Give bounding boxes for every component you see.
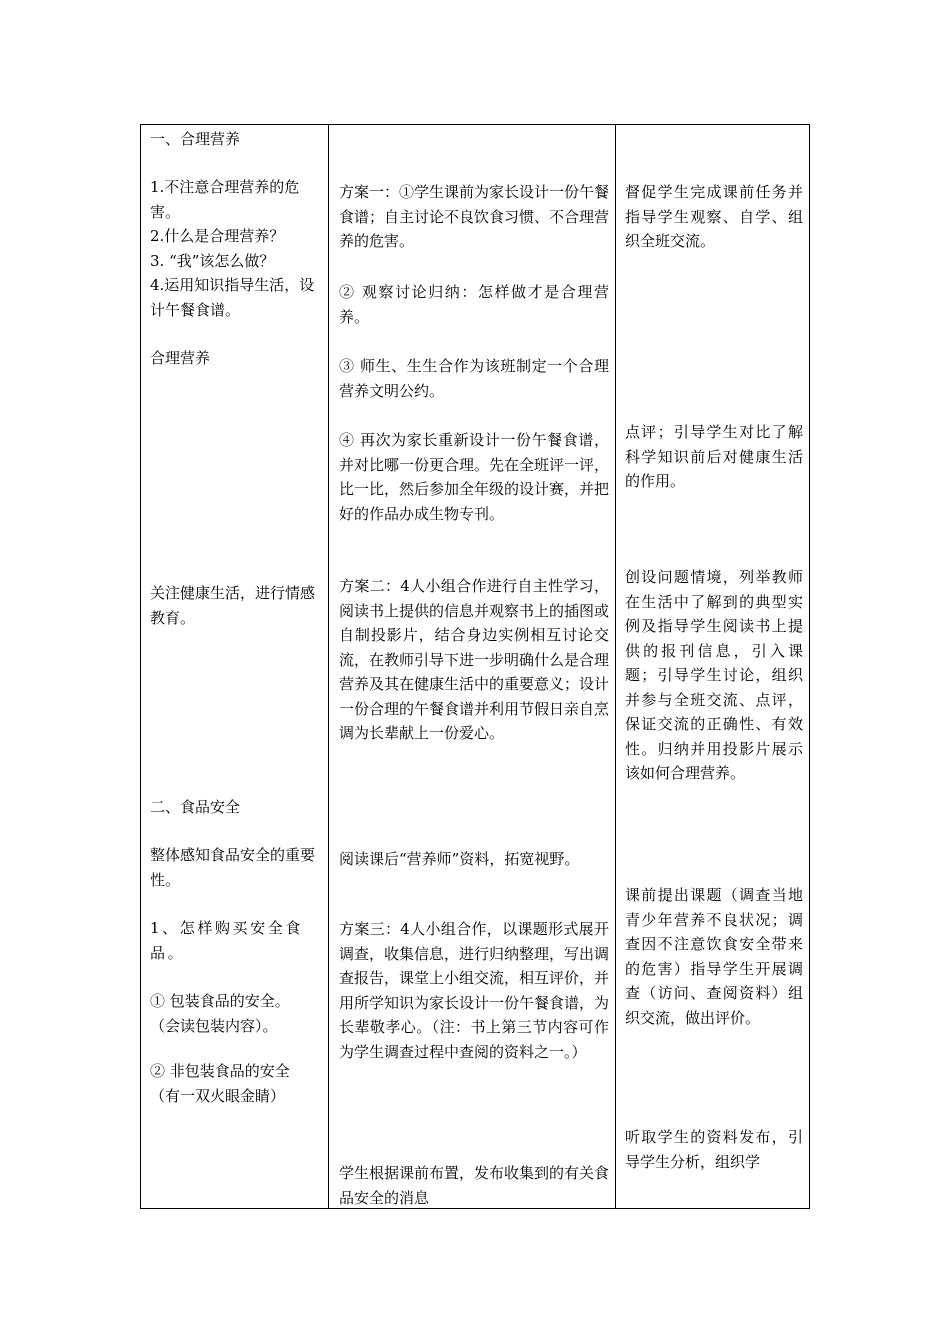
- section-heading-food-safety: 二、食品安全: [150, 798, 241, 816]
- lesson-plan-table: [140, 124, 810, 1209]
- content-item: 关注健康生活，进行情感教育。: [150, 584, 316, 627]
- student-activity-column: [330, 125, 615, 1208]
- column-divider: [328, 125, 329, 1208]
- teacher-item: 听取学生的资料发布，引导学生分析，组织学: [625, 1128, 803, 1171]
- content-item: 1、怎样购买安全食品。: [150, 919, 303, 962]
- activity-item: ② 观察讨论归纳：怎样做才是合理营养。: [339, 283, 609, 326]
- plan-three: 方案三：4人小组合作，以课题形式展开调查，收集信息，进行归纳整理，写出调查报告，课堂上小组交流，相互评价，并用所学知识为家长设计一份午餐食谱，为长辈敬孝心。（注：书上第三节内容可作为学生调查过程中查阅的资料之一。）: [339, 920, 610, 1061]
- content-item: ② 非包装食品的安全 （有一双火眼金睛）: [150, 1062, 290, 1105]
- teacher-item: 点评；引导学生对比了解科学知识前后对健康生活的作用。: [625, 423, 803, 490]
- content-column: [141, 125, 328, 1208]
- teacher-item: 课前提出课题（调查当地青少年营养不良状况；调查因不注意饮食安全带来的危害）指导学生开展调查（访问、查阅资料）组织交流，做出评价。: [625, 886, 803, 1027]
- teacher-item: 创设问题情境，列举教师在生活中了解到的典型实例及指导学生阅读书上提供的报刊信息，引入课题；引导学生讨论，组织并参与全班交流、点评，保证交流的正确性、有效性。归纳并用投影片展示该如何合理营养。: [625, 568, 803, 782]
- plan-one: 方案一：①学生课前为家长设计一份午餐食谱；自主讨论不良饮食习惯、不合理营养的危害。: [339, 183, 610, 250]
- teacher-item: 督促学生完成课前任务并指导学生观察、自学、组织全班交流。: [625, 183, 803, 250]
- activity-item: 阅读课后“营养师”资料，拓宽视野。: [339, 850, 580, 868]
- activity-item: 学生根据课前布置，发布收集到的有关食品安全的消息: [339, 1164, 610, 1207]
- activity-item: ④ 再次为家长重新设计一份午餐食谱，并对比哪一份更合理。先在全班评一评，比一比，然后参加全年级的设计赛，并把好的作品办成生物专刊。: [339, 431, 610, 523]
- plan-two: 方案二：4人小组合作进行自主性学习，阅读书上提供的信息并观察书上的插图或自制投影片，结合身边实例相互讨论交流，在教师引导下进一步明确什么是合理营养及其在健康生活中的重要意义；设计一份合理的午餐食谱并利用节假日亲自烹调为长辈献上一份爱心。: [339, 577, 610, 742]
- section-heading-nutrition: 一、合理营养: [150, 130, 241, 148]
- teacher-activity-column: [616, 125, 809, 1208]
- nutrition-topic-list: 1.不注意合理营养的危害。 2.什么是合理营养？ 3. “我”该怎么做？ 4.运用知识指导生活，设计午餐食谱。: [150, 178, 315, 319]
- content-item: 整体感知食品安全的重要性。: [150, 846, 316, 889]
- content-item: 合理营养: [150, 349, 211, 367]
- activity-item: ③ 师生、生生合作为该班制定一个合理营养文明公约。: [339, 357, 609, 400]
- content-item: ① 包装食品的安全。 （会读包装内容）。: [150, 992, 290, 1035]
